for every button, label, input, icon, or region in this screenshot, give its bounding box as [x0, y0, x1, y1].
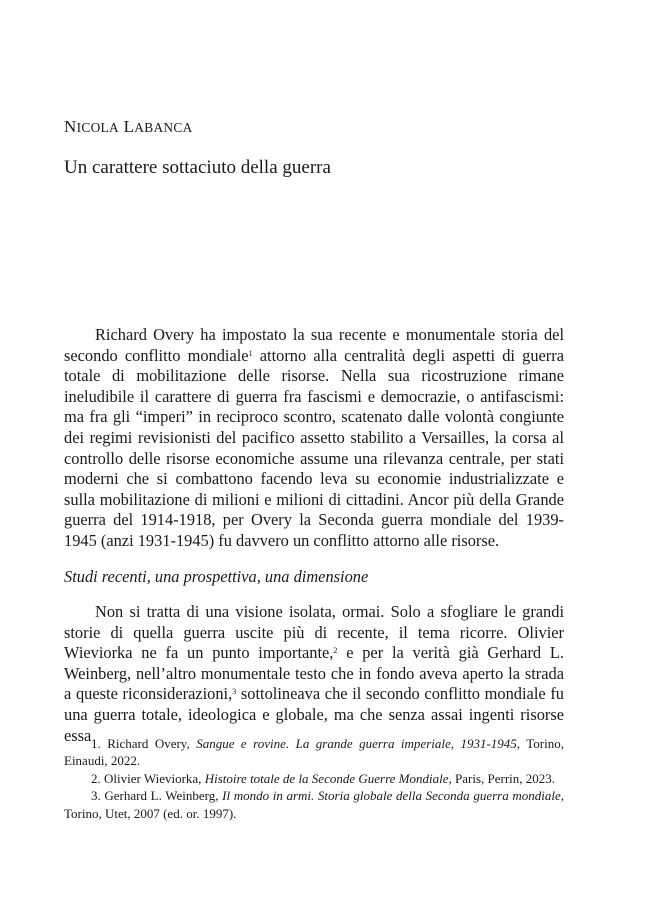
author-last-rest: ABANCA	[134, 120, 193, 135]
footnote-work-title: Sangue e rovine. La grande guerra imperiale, 1931-1945	[196, 736, 517, 751]
footnote-ref-2[interactable]: 2	[333, 646, 338, 656]
paragraph-2	[64, 602, 564, 746]
author-name	[64, 117, 193, 137]
paragraph-2-text-a: Non si tratta di una visione isolata, ormai. Solo a sfogliare le grandi storie di quella guerra uscite più di recente, il tema ricorre. Olivier Wieviorka ne fa un punto importante,	[64, 602, 564, 663]
footnote-1	[64, 735, 564, 770]
paragraph-1	[64, 325, 564, 552]
footnote-2	[64, 770, 564, 787]
footnote-number: 2.	[91, 770, 101, 786]
footnote-ref-3[interactable]: 3	[232, 687, 237, 697]
footnote-author: Gerhard L. Weinberg,	[100, 788, 223, 804]
paragraph-2-text-c: sottolineava che il secondo conflitto mondiale fu una guerra totale, ideologica e globale, ma che senza assai ingenti risorse essa	[64, 684, 564, 745]
footnotes	[64, 735, 564, 822]
author-first-rest: ICOLA	[76, 120, 119, 135]
paragraph-2-text-b: e per la verità già Gerhard L. Weinberg, nell’altro monumentale testo che in fondo aveva aperto la strada a queste riconsiderazioni,	[64, 643, 564, 704]
footnote-number: 3.	[91, 788, 101, 804]
footnote-number: 1.	[91, 736, 101, 751]
footnote-publication: , Torino, Einaudi, 2022.	[64, 736, 564, 769]
paragraph-1-text-b: attorno alla centralità degli aspetti di guerra totale di mobilitazione delle risorse. Nella sua ricostruzione rimane ineludibile il carattere di guerra fra fascismi e democrazie, o antifascismi: ma fra gli “imperi” in reciproco scontro, scatenato dalle volontà congiunte dei regimi revisionisti del pacifico assetto stabilito a Versailles, la corsa al controllo delle risorse economiche assume una rilevanza centrale, per stati moderni che si combattono facendo leva su economie industrializzate e sulla mobilitazione di milioni e milioni di cittadini. Ancor più della Grande guerra del 1914-1918, per Overy la Seconda guerra mondiale del 1939-1945 (anzi 1931-1945) fu davvero un conflitto attorno alle risorse.	[64, 345, 564, 550]
paragraph-1-text-a: Richard Overy ha impostato la sua recente e monumentale storia del secondo conflitto mondiale	[64, 325, 564, 365]
footnote-ref-1[interactable]: 1	[248, 348, 253, 358]
footnote-3	[64, 787, 564, 822]
footnote-work-title: Histoire totale de la Seconde Guerre Mondiale	[204, 770, 449, 786]
author-first-initial: N	[64, 117, 77, 136]
footnote-publication: , Torino, Utet, 2007 (ed. or. 1997).	[64, 788, 564, 821]
footnote-author: Olivier Wieviorka,	[100, 770, 205, 786]
footnote-publication: , Paris, Perrin, 2023.	[448, 770, 556, 786]
footnote-author: Richard Overy,	[100, 736, 197, 751]
article-title: Un carattere sottaciuto della guerra	[64, 157, 331, 178]
author-last-initial: L	[123, 117, 135, 136]
section-title: Studi recenti, una prospettiva, una dimensione	[64, 567, 369, 586]
footnote-work-title: Il mondo in armi. Storia globale della Seconda guerra mondiale	[222, 788, 561, 804]
